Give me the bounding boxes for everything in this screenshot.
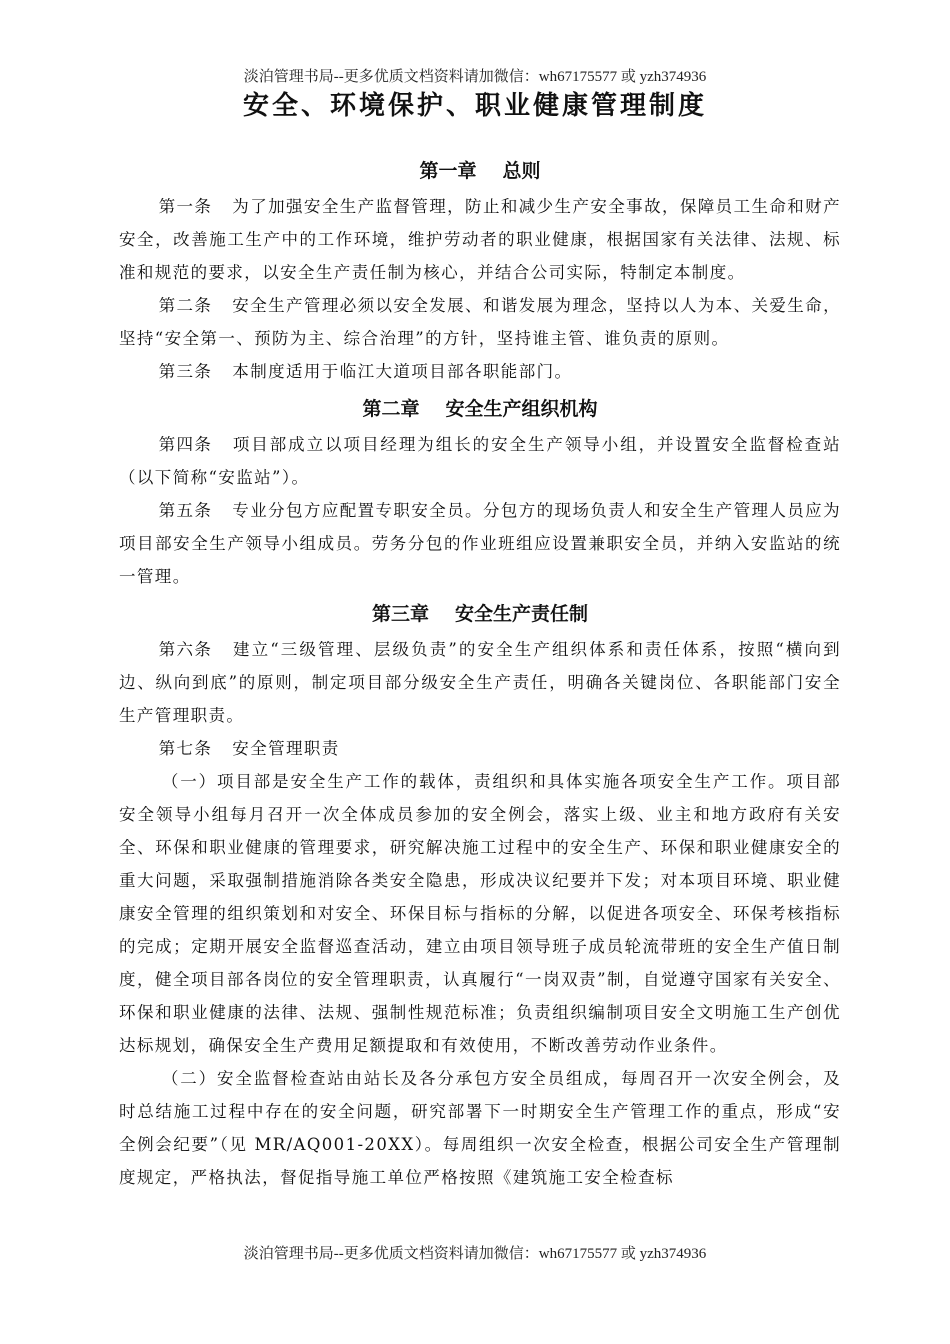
clause-paragraph: （一）项目部是安全生产工作的载体，责组织和具体实施各项安全生产工作。项目部安全领导小组每月召开一次全体成员参加的安全例会，落实上级、业主和地方政府有关安全、环保和职业健康的管理要求，研究解决施工过程中的安全生产、环保和职业健康安全的重大问题，采取强制措施消除各类安全隐患，形成决议纪要并下发；对本项目环境、职业健康安全管理的组织策划和对安全、环保目标与指标的分解，以促进各项安全、环保考核指标的完成；定期开展安全监督巡查活动，建立由项目领导班子成员轮流带班的安全生产值日制度，健全项目部各岗位的安全管理职责，认真履行“一岗双责”制，自觉遵守国家有关安全、环保和职业健康的法律、法规、强制性规范标准；负责组织编制项目安全文明施工生产创优达标规划，确保安全生产费用足额提取和有效使用，不断改善劳动作业条件。 [119, 772, 841, 1055]
article-label: 第五条 [158, 501, 213, 520]
article-text: 安全管理职责 [232, 739, 340, 758]
article-label: 第二条 [158, 296, 213, 315]
article-paragraph [119, 494, 841, 593]
chapter-label: 第三章 [371, 603, 429, 625]
article-text: 本制度适用于临江大道项目部各职能部门。 [232, 362, 573, 381]
chapter-label: 第一章 [419, 160, 477, 182]
article-text: 建立“三级管理、层级负责”的安全生产组织体系和责任体系，按照“横向到边、纵向到底”的原则，制定项目部分级安全生产责任，明确各关键岗位、各职能部门安全生产管理职责。 [119, 640, 841, 725]
chapter-name: 安全生产组织机构 [445, 398, 598, 420]
article-paragraph [119, 289, 841, 355]
article-label: 第四条 [158, 435, 213, 454]
document-body [119, 150, 841, 1194]
chapter-name: 安全生产责任制 [455, 603, 589, 625]
article-text: 安全生产管理必须以安全发展、和谐发展为理念，坚持以人为本、关爱生命，坚持“安全第一、预防为主、综合治理”的方针，坚持谁主管、谁负责的原则。 [119, 296, 841, 348]
article-paragraph [119, 355, 841, 388]
chapter-name: 总则 [502, 160, 541, 182]
header-note: 淡泊管理书局--更多优质文档资料请加微信：wh67175577 或 yzh374936 [243, 69, 707, 85]
article-label: 第七条 [158, 739, 213, 758]
chapter-heading [119, 392, 841, 426]
article-paragraph [119, 190, 841, 289]
chapter-heading [119, 597, 841, 631]
clause-paragraph: （二）安全监督检查站由站长及各分承包方安全员组成，每周召开一次安全例会，及时总结施工过程中存在的安全问题，研究部署下一时期安全生产管理工作的重点，形成“安全例会纪要”（见 MR/AQ001-20XX）。每周组织一次安全检查，根据公司安全生产管理制度规定，严格执法，督促指导施工单位严格按照《建筑施工安全检查标 [119, 1069, 841, 1187]
article-label: 第一条 [158, 197, 213, 216]
chapter-heading [119, 154, 841, 188]
footer-note: 淡泊管理书局--更多优质文档资料请加微信：wh67175577 或 yzh374936 [243, 1246, 707, 1262]
article-text: 为了加强安全生产监督管理，防止和减少生产安全事故，保障员工生命和财产安全，改善施工生产中的工作环境，维护劳动者的职业健康，根据国家有关法律、法规、标准和规范的要求，以安全生产责任制为核心，并结合公司实际，特制定本制度。 [119, 197, 841, 282]
article-paragraph [119, 732, 841, 765]
chapter-label: 第二章 [362, 398, 420, 420]
article-label: 第三条 [158, 362, 213, 381]
article-text: 专业分包方应配置专职安全员。分包方的现场负责人和安全生产管理人员应为项目部安全生产领导小组成员。劳务分包的作业班组应设置兼职安全员，并纳入安监站的统一管理。 [119, 501, 841, 586]
document-title: 安全、环境保护、职业健康管理制度 [242, 91, 707, 121]
article-label: 第六条 [158, 640, 213, 659]
article-paragraph [119, 428, 841, 494]
article-paragraph [119, 633, 841, 732]
article-text: 项目部成立以项目经理为组长的安全生产领导小组，并设置安全监督检查站（以下简称“安监站”）。 [119, 435, 841, 487]
